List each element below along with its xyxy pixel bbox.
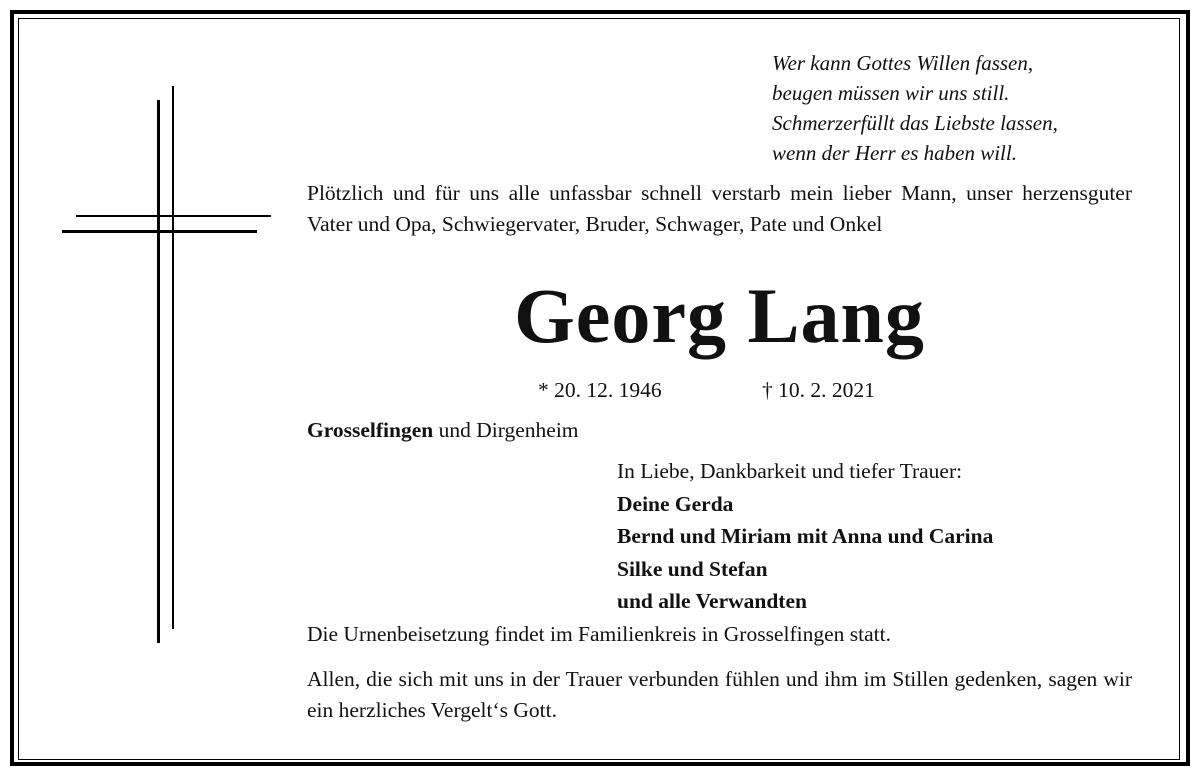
mourner-name: und alle Verwandten	[617, 589, 807, 613]
cross-vertical-bar	[157, 100, 160, 643]
announcement-text: Plötzlich und für uns alle unfassbar schnell verstarb mein lieber Mann, unser herzensguter Vater und Opa, Schwiegervater, Bruder, Schwager, Pate und Onkel	[307, 181, 1132, 236]
cross-horizontal-bar	[76, 215, 271, 217]
cross-vertical-bar-offset	[172, 86, 174, 629]
poem-line: Wer kann Gottes Willen fassen,	[772, 51, 1034, 75]
mourner-name: Silke und Stefan	[617, 556, 768, 581]
poem-line: beugen müssen wir uns still.	[772, 81, 1010, 105]
place-secondary: und Dirgenheim	[433, 418, 579, 442]
mourner-name: Bernd und Miriam mit Anna und Carina	[617, 524, 994, 548]
poem	[772, 48, 1058, 168]
death-date: † 10. 2. 2021	[762, 378, 875, 402]
poem-line: Schmerzerfüllt das Liebste lassen,	[772, 111, 1058, 135]
birth-date: * 20. 12. 1946	[538, 378, 662, 402]
place-line	[307, 418, 579, 443]
burial-notice: Die Urnenbeisetzung findet im Familienkreis in Grosselfingen statt.	[307, 622, 891, 646]
place-primary: Grosselfingen	[307, 418, 434, 442]
mourner-name: Deine Gerda	[617, 491, 734, 516]
mourners-block	[617, 455, 993, 618]
poem-line: wenn der Herr es haben will.	[772, 141, 1017, 165]
deceased-name: Georg Lang	[514, 272, 925, 359]
thanks-text: Allen, die sich mit uns in der Trauer verbunden fühlen und ihm im Stillen gedenken, sagen wir ein herzliches Vergelt‘s Gott.	[307, 667, 1132, 722]
cross-horizontal-bar-offset	[62, 230, 257, 233]
mourners-intro: In Liebe, Dankbarkeit und tiefer Trauer:	[617, 459, 963, 483]
